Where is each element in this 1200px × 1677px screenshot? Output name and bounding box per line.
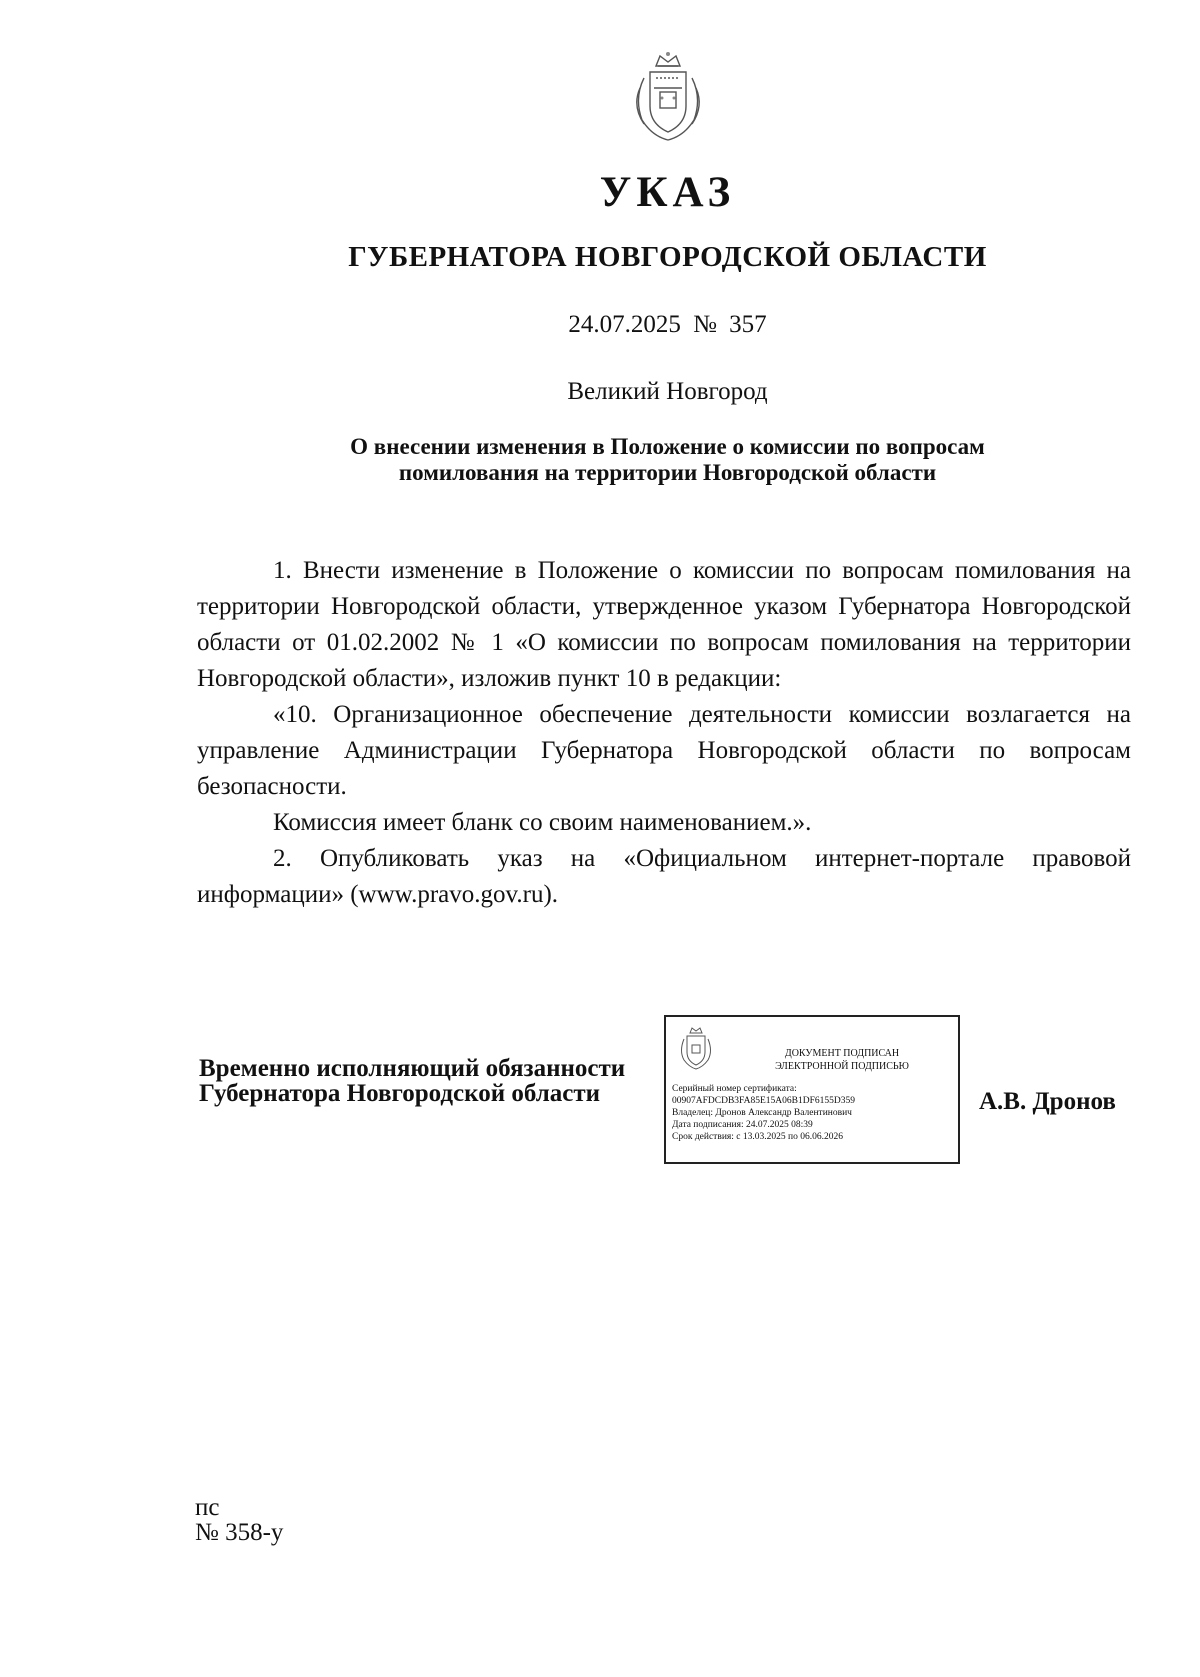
body-paragraph: Комиссия имеет бланк со своим наименованием.».	[273, 809, 812, 836]
signing-date: Дата подписания: 24.07.2025 08:39	[672, 1120, 813, 1130]
stamp-details	[672, 1083, 958, 1143]
certificate-owner: Владелец: Дронов Александр Валентинович	[672, 1108, 852, 1118]
serial-label: Серийный номер сертификата:	[672, 1084, 797, 1094]
executor-initials: пс	[195, 1494, 220, 1521]
heading-line: О внесении изменения в Положение о комиссии по вопросам	[350, 434, 985, 459]
serial-number: 00907AFDCDB3FA85E15A06B1DF6155D359	[672, 1096, 855, 1106]
document-number: 357	[729, 311, 767, 338]
body-paragraph: «10. Организационное обеспечение деятельности комиссии возлагается на управление Администрации Губернатора Новгородской области по вопросам безопасности.	[197, 701, 1131, 800]
issuer-title: ГУБЕРНАТОРА НОВГОРОДСКОЙ ОБЛАСТИ	[348, 241, 987, 273]
stamp-title-line: ЭЛЕКТРОННОЙ ПОДПИСЬЮ	[775, 1061, 909, 1072]
coat-of-arms-icon	[626, 48, 710, 144]
stamp-title-line: ДОКУМЕНТ ПОДПИСАН	[784, 1048, 900, 1059]
document-type-title: УКАЗ	[599, 169, 736, 216]
validity-period: Срок действия: с 13.03.2025 по 06.06.2026	[672, 1132, 843, 1142]
date-number-line	[0, 311, 1200, 339]
registration-number: № 358-у	[195, 1519, 284, 1546]
document-body	[197, 553, 1131, 913]
coat-of-arms-icon	[676, 1025, 716, 1071]
position-line: Временно исполняющий обязанности	[199, 1055, 626, 1082]
document-heading	[0, 434, 1200, 486]
position-line: Губернатора Новгородской области	[199, 1080, 601, 1107]
signatory-position	[199, 1056, 625, 1106]
registration-footnote	[195, 1495, 283, 1545]
body-paragraph: 1. Внести изменение в Положение о комиссии по вопросам помилования на территории Новгородской области, утвержденное указом Губернатора Новгородской области от 01.02.2002 № 1 «О комиссии по вопросам помилования на территории Новгородской области», изложив пункт 10 в редакции:	[197, 557, 1131, 692]
number-sign: №	[693, 311, 717, 338]
body-paragraph: 2. Опубликовать указ на «Официальном интернет-портале правовой информации» (www.pravo.gov.ru).	[197, 845, 1131, 908]
heading-line: помилования на территории Новгородской области	[398, 460, 937, 485]
signatory-name: А.В. Дронов	[979, 1088, 1116, 1115]
stamp-title	[726, 1047, 958, 1073]
electronic-signature-stamp	[664, 1015, 960, 1164]
document-date: 24.07.2025	[568, 311, 681, 338]
place-of-issue: Великий Новгород	[567, 378, 768, 405]
